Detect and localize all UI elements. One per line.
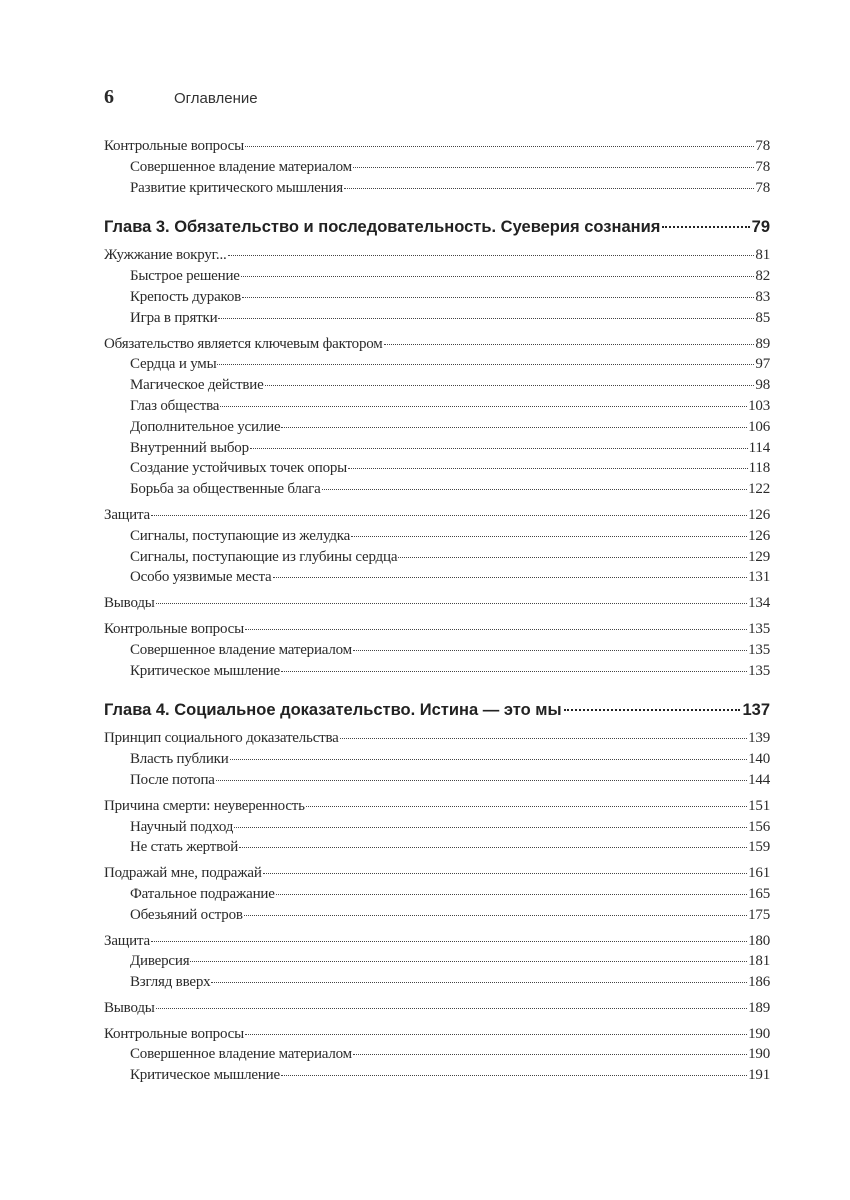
entry-page-number: 122 xyxy=(748,481,770,498)
toc-section-entry[interactable] xyxy=(104,728,770,749)
dot-leader xyxy=(662,226,749,228)
table-of-contents xyxy=(104,131,770,1086)
entry-page-number: 98 xyxy=(755,377,770,394)
entry-page-number: 78 xyxy=(755,179,770,196)
dot-leader xyxy=(281,671,747,672)
entry-page-number: 190 xyxy=(748,1025,770,1042)
toc-subsection-entry[interactable] xyxy=(104,308,770,329)
entry-title: Выводы xyxy=(104,999,155,1016)
dot-leader xyxy=(234,827,747,828)
entry-title: Борьба за общественные блага xyxy=(130,481,321,498)
entry-page-number: 140 xyxy=(748,751,770,768)
toc-subsection-entry[interactable] xyxy=(104,354,770,375)
entry-page-number: 118 xyxy=(748,460,770,477)
toc-subsection-entry[interactable] xyxy=(104,661,770,682)
toc-section-entry[interactable] xyxy=(104,1024,770,1045)
running-header-title: Оглавление xyxy=(174,90,258,107)
entry-page-number: 151 xyxy=(748,797,770,814)
toc-section-group xyxy=(104,619,770,681)
entry-page-number: 181 xyxy=(748,953,770,970)
entry-title: Обязательство является ключевым фактором xyxy=(104,335,383,352)
entry-title: Критическое мышление xyxy=(130,1067,280,1084)
toc-section-entry[interactable] xyxy=(104,334,770,355)
entry-page-number: 139 xyxy=(748,730,770,747)
toc-subsection-entry[interactable] xyxy=(104,770,770,791)
toc-section-entry[interactable] xyxy=(104,796,770,817)
toc-section-entry[interactable] xyxy=(104,593,770,614)
entry-title: Совершенное владение материалом xyxy=(130,1046,352,1063)
toc-chapter-heading[interactable] xyxy=(104,697,770,723)
entry-title: Власть публики xyxy=(130,751,229,768)
entry-page-number: 134 xyxy=(748,595,770,612)
dot-leader xyxy=(348,468,748,469)
dot-leader xyxy=(250,448,748,449)
dot-leader xyxy=(244,915,747,916)
dot-leader xyxy=(241,276,755,277)
dot-leader xyxy=(156,603,747,604)
toc-subsection-entry[interactable] xyxy=(104,438,770,459)
toc-subsection-entry[interactable] xyxy=(104,837,770,858)
entry-title: Совершенное владение материалом xyxy=(130,158,352,175)
entry-page-number: 144 xyxy=(748,771,770,788)
chapter-page-number: 79 xyxy=(751,218,770,237)
entry-page-number: 78 xyxy=(755,138,770,154)
toc-section-group xyxy=(104,796,770,858)
dot-leader xyxy=(245,146,754,147)
chapter-page-number: 137 xyxy=(742,701,770,720)
entry-page-number: 126 xyxy=(748,527,770,544)
toc-subsection-entry[interactable] xyxy=(104,817,770,838)
entry-title: После потопа xyxy=(130,771,215,788)
dot-leader xyxy=(151,515,747,516)
dot-leader xyxy=(351,536,747,537)
entry-title: Внутренний выбор xyxy=(130,439,249,456)
entry-page-number: 131 xyxy=(748,569,770,586)
dot-leader xyxy=(220,406,747,407)
entry-page-number: 103 xyxy=(748,397,770,414)
entry-title: Контрольные вопросы xyxy=(104,620,244,637)
entry-page-number: 159 xyxy=(748,839,770,856)
dot-leader xyxy=(353,650,747,651)
toc-section-entry[interactable] xyxy=(104,998,770,1019)
toc-section-group xyxy=(104,998,770,1019)
dot-leader xyxy=(273,577,748,578)
toc-section-group xyxy=(104,505,770,588)
entry-page-number: 89 xyxy=(755,335,770,352)
dot-leader xyxy=(344,188,754,189)
dot-leader xyxy=(218,318,754,319)
toc-section-group xyxy=(104,863,770,925)
dot-leader xyxy=(242,297,754,298)
toc-section-entry[interactable] xyxy=(104,245,770,266)
entry-title: Защита xyxy=(104,932,150,949)
entry-page-number: 186 xyxy=(748,974,770,991)
entry-page-number: 83 xyxy=(755,288,770,305)
entry-title: Критическое мышление xyxy=(130,662,280,679)
dot-leader xyxy=(216,780,747,781)
toc-subsection-entry[interactable] xyxy=(104,884,770,905)
toc-subsection-entry[interactable] xyxy=(104,640,770,661)
toc-subsection-entry[interactable] xyxy=(104,547,770,568)
toc-section-entry[interactable] xyxy=(104,619,770,640)
entry-title: Жужжание вокруг... xyxy=(104,247,227,264)
entry-title: Контрольные вопросы xyxy=(104,1025,244,1042)
entry-page-number: 161 xyxy=(748,865,770,882)
toc-subsection-entry[interactable] xyxy=(104,157,770,178)
entry-title: Защита xyxy=(104,506,150,523)
entry-title: Игра в прятки xyxy=(130,309,218,326)
entry-title: Крепость дураков xyxy=(130,288,242,305)
entry-page-number: 156 xyxy=(748,818,770,835)
dot-leader xyxy=(239,847,747,848)
entry-title: Диверсия xyxy=(130,953,190,970)
entry-page-number: 129 xyxy=(748,548,770,565)
dot-leader xyxy=(340,738,747,739)
entry-page-number: 78 xyxy=(755,158,770,175)
entry-title: Особо уязвимые места xyxy=(130,569,272,586)
dot-leader xyxy=(398,557,747,558)
entry-page-number: 114 xyxy=(748,439,770,456)
dot-leader xyxy=(353,167,754,168)
chapter-title: Глава 4. Социальное доказательство. Истина — это мы xyxy=(104,701,562,720)
dot-leader xyxy=(322,489,748,490)
toc-subsection-entry[interactable] xyxy=(104,396,770,417)
entry-page-number: 82 xyxy=(755,268,770,285)
toc-subsection-entry[interactable] xyxy=(104,951,770,972)
entry-page-number: 126 xyxy=(748,506,770,523)
toc-chapter-heading[interactable] xyxy=(104,214,770,240)
entry-title: Принцип социального доказательства xyxy=(104,730,339,747)
toc-subsection-entry[interactable] xyxy=(104,458,770,479)
entry-title: Подражай мне, подражай xyxy=(104,865,262,882)
entry-title: Обезьяний остров xyxy=(130,906,243,923)
entry-page-number: 190 xyxy=(748,1046,770,1063)
entry-title: Причина смерти: неуверенность xyxy=(104,797,305,814)
entry-page-number: 97 xyxy=(755,356,770,373)
toc-section-entry[interactable] xyxy=(104,863,770,884)
dot-leader xyxy=(230,759,748,760)
toc-section-group xyxy=(104,334,770,500)
toc-subsection-entry[interactable] xyxy=(104,526,770,547)
dot-leader xyxy=(211,982,747,983)
entry-title: Магическое действие xyxy=(130,377,264,394)
entry-page-number: 175 xyxy=(748,906,770,923)
entry-page-number: 135 xyxy=(748,662,770,679)
toc-section-group xyxy=(104,728,770,790)
entry-page-number: 135 xyxy=(748,620,770,637)
entry-page-number: 180 xyxy=(748,932,770,949)
toc-section-group xyxy=(104,136,770,198)
toc-subsection-entry[interactable] xyxy=(104,417,770,438)
dot-leader xyxy=(156,1008,747,1009)
toc-subsection-entry[interactable] xyxy=(104,375,770,396)
entry-title: Сигналы, поступающие из глубины сердца xyxy=(130,548,398,565)
dot-leader xyxy=(190,961,747,962)
toc-section-entry[interactable] xyxy=(104,136,770,157)
entry-title: Дополнительное усилие xyxy=(130,418,281,435)
toc-subsection-entry[interactable] xyxy=(104,567,770,588)
toc-section-entry[interactable] xyxy=(104,505,770,526)
toc-section-group xyxy=(104,1024,770,1086)
entry-title: Научный подход xyxy=(130,818,234,835)
entry-page-number: 135 xyxy=(748,641,770,658)
toc-subsection-entry[interactable] xyxy=(104,178,770,199)
entry-page-number: 191 xyxy=(748,1067,770,1084)
toc-subsection-entry[interactable] xyxy=(104,479,770,500)
entry-page-number: 81 xyxy=(755,247,770,264)
dot-leader xyxy=(217,364,754,365)
dot-leader xyxy=(384,344,755,345)
toc-section-group xyxy=(104,931,770,993)
toc-section-group xyxy=(104,245,770,328)
toc-subsection-entry[interactable] xyxy=(104,972,770,993)
toc-section-group xyxy=(104,593,770,614)
entry-page-number: 85 xyxy=(755,309,770,326)
entry-title: Не стать жертвой xyxy=(130,839,239,856)
dot-leader xyxy=(281,427,747,428)
entry-page-number: 165 xyxy=(748,885,770,902)
entry-title: Совершенное владение материалом xyxy=(130,641,352,658)
entry-title: Выводы xyxy=(104,595,155,612)
dot-leader xyxy=(263,873,747,874)
dot-leader xyxy=(276,894,747,895)
entry-title: Взгляд вверх xyxy=(130,974,211,991)
entry-title: Развитие критического мышления xyxy=(130,179,343,196)
dot-leader xyxy=(265,385,755,386)
entry-title: Глаз общества xyxy=(130,397,220,414)
toc-subsection-entry[interactable] xyxy=(104,1065,770,1086)
entry-page-number: 189 xyxy=(748,999,770,1016)
entry-page-number: 106 xyxy=(748,418,770,435)
dot-leader xyxy=(245,1034,747,1035)
dot-leader xyxy=(228,255,755,256)
toc-subsection-entry[interactable] xyxy=(104,287,770,308)
entry-title: Фатальное подражание xyxy=(130,885,275,902)
toc-subsection-entry[interactable] xyxy=(104,266,770,287)
toc-section-entry[interactable] xyxy=(104,931,770,952)
chapter-title: Глава 3. Обязательство и последовательность. Суеверия сознания xyxy=(104,218,661,237)
entry-title: Создание устойчивых точек опоры xyxy=(130,460,348,477)
dot-leader xyxy=(281,1075,747,1076)
dot-leader xyxy=(245,629,747,630)
dot-leader xyxy=(353,1054,747,1055)
dot-leader xyxy=(306,806,747,807)
dot-leader xyxy=(564,709,741,711)
toc-subsection-entry[interactable] xyxy=(104,749,770,770)
toc-subsection-entry[interactable] xyxy=(104,905,770,926)
toc-subsection-entry[interactable] xyxy=(104,1044,770,1065)
dot-leader xyxy=(151,941,747,942)
entry-title: Быстрое решение xyxy=(130,268,240,285)
entry-title: Контрольные вопросы xyxy=(104,138,244,154)
entry-title: Сигналы, поступающие из желудка xyxy=(130,527,351,544)
entry-title: Сердца и умы xyxy=(130,356,217,373)
page-number: 6 xyxy=(104,86,114,108)
